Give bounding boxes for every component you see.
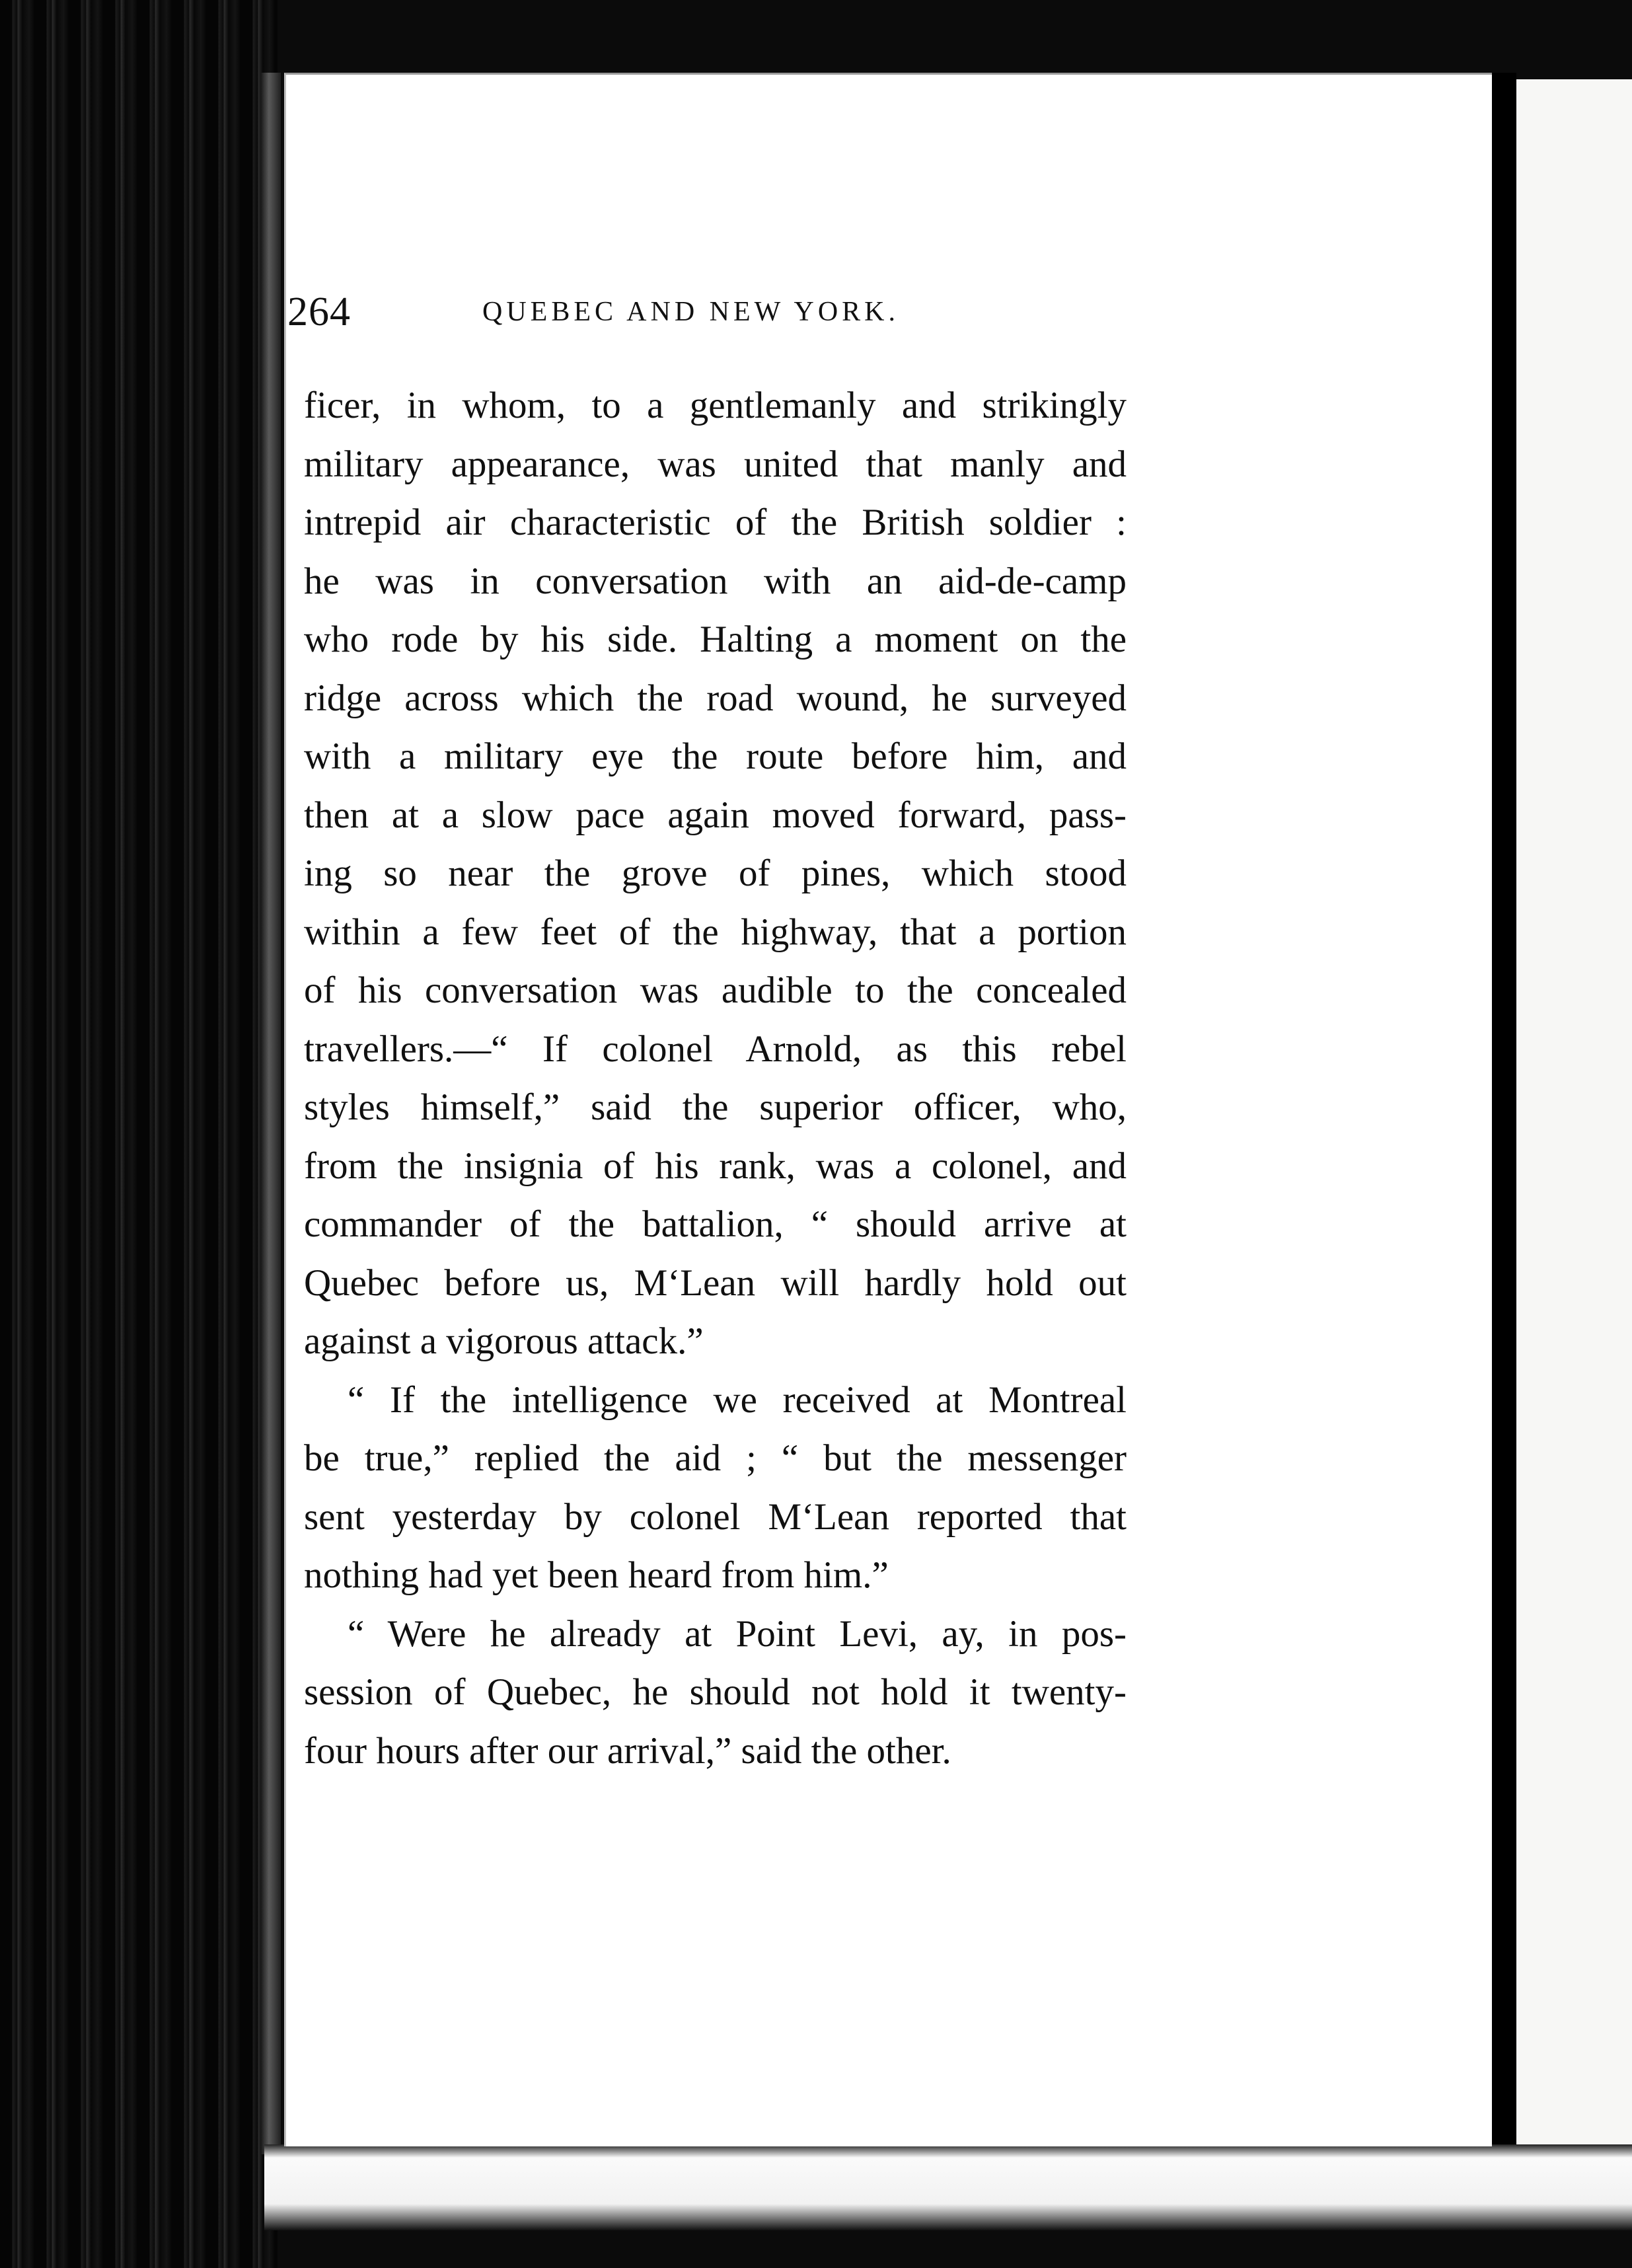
text-line: then at a slow pace again moved forward, pass- xyxy=(304,794,1127,836)
text-line: with a military eye the route before him, and xyxy=(304,736,1127,777)
text-line: who rode by his side. Halting a moment on the xyxy=(304,619,1127,660)
page-bottom-edge xyxy=(264,2144,1632,2230)
page-number: 264 xyxy=(287,289,351,334)
text-line: sent yesterday by colonel M‘Lean reported that xyxy=(304,1495,1127,1538)
text-line: ing so near the grove of pines, which stood xyxy=(304,852,1127,894)
running-title: QUEBEC AND NEW YORK. xyxy=(482,297,899,327)
text-line: styles himself,” said the superior officer, who, xyxy=(304,1086,1127,1128)
text-line: from the insignia of his rank, was a colonel, and xyxy=(304,1145,1127,1187)
text-line: session of Quebec, he should not hold it twenty- xyxy=(304,1671,1127,1713)
text-line: travellers.—“ If colonel Arnold, as this rebel xyxy=(304,1028,1127,1070)
text-line: be true,” replied the aid ; “ but the messenger xyxy=(304,1437,1127,1479)
text-line: commander of the battalion, “ should arrive at xyxy=(304,1203,1127,1245)
adjacent-page xyxy=(1516,79,1632,2187)
text-line: four hours after our arrival,” said the other. xyxy=(304,1729,951,1772)
page-edge xyxy=(261,73,281,2154)
text-line: within a few feet of the highway, that a portion xyxy=(304,911,1127,953)
text-line: intrepid air characteristic of the British soldier : xyxy=(304,502,1127,543)
text-line: “ If the intelligence we received at Montreal xyxy=(348,1379,1127,1421)
text-line: against a vigorous attack.” xyxy=(304,1320,704,1362)
gutter-shadow xyxy=(1490,73,1516,2161)
page-header xyxy=(287,272,1226,352)
book-spine-background xyxy=(0,0,278,2268)
text-line: nothing had yet been heard from him.” xyxy=(304,1554,889,1596)
text-line: he was in conversation with an aid-de-camp xyxy=(304,560,1127,602)
text-line: “ Were he already at Point Levi, ay, in pos- xyxy=(348,1612,1127,1655)
text-line: Quebec before us, M‘Lean will hardly hold out xyxy=(304,1262,1127,1304)
text-line: of his conversation was audible to the concealed xyxy=(304,969,1127,1011)
text-line: ridge across which the road wound, he surveyed xyxy=(304,677,1127,719)
text-line: military appearance, was united that manly and xyxy=(304,443,1127,485)
text-line: ficer, in whom, to a gentlemanly and strikingly xyxy=(304,385,1127,426)
body-text xyxy=(304,377,1127,1780)
